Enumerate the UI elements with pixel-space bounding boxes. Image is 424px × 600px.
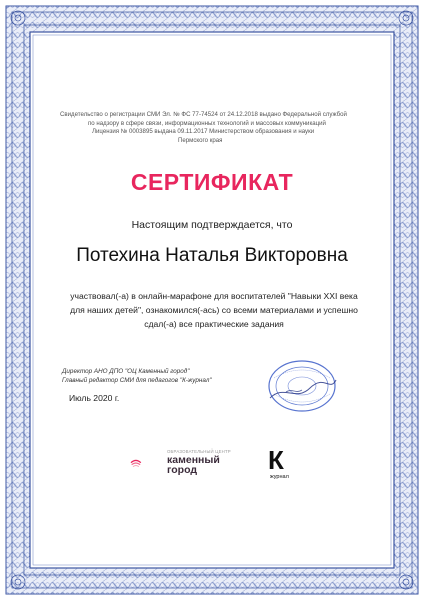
achievement-line: для наших детей", ознакомился(-ась) со всеми материалами и успешно	[70, 305, 358, 315]
kamenny-gorod-logo	[130, 447, 166, 479]
kamenny-gorod-tagline: ОБРАЗОВАТЕЛЬНЫЙ ЦЕНТР	[167, 449, 231, 454]
official-stamp	[266, 358, 338, 414]
wordmark-line: каменный	[167, 454, 220, 466]
recipient-name: Потехина Наталья Викторовна	[76, 245, 348, 266]
confirmation-text: Настоящим подтверждается, что	[131, 219, 293, 231]
wordmark-line: город	[167, 464, 198, 476]
registry-line: Пермского края	[178, 136, 223, 144]
certificate-title: СЕРТИФИКАТ	[130, 169, 294, 195]
k-journal-label: журнал	[270, 474, 289, 480]
signatory-director: Директор АНО ДПО "ОЦ Каменный город"	[62, 368, 190, 375]
registry-line: по надзору в сфере связи, информационных технологий и массовых коммуникаций	[88, 119, 326, 127]
kamenny-gorod-wordmark	[167, 455, 220, 475]
achievement-text	[48, 289, 380, 331]
registry-line: Свидетельство о регистрации СМИ Эл. № ФС 77-74524 от 24.12.2018 выдано Федеральной службой	[60, 111, 347, 118]
registry-line: Лицензия № 0003895 выдана 09.11.2017 Министерством образования и науки	[92, 128, 315, 136]
k-journal-logo: К	[268, 445, 284, 475]
issue-date: Июль 2020 г.	[69, 393, 120, 403]
achievement-line: участвовал(-а) в онлайн-марафоне для воспитателей "Навыки XXI века	[70, 291, 358, 301]
registration-info	[60, 111, 380, 145]
achievement-line: сдал(-а) все практические задания	[144, 319, 284, 329]
signatories	[62, 367, 212, 385]
signatory-editor: Главный редактор СМИ для педагогов "К-журнал"	[62, 377, 212, 384]
